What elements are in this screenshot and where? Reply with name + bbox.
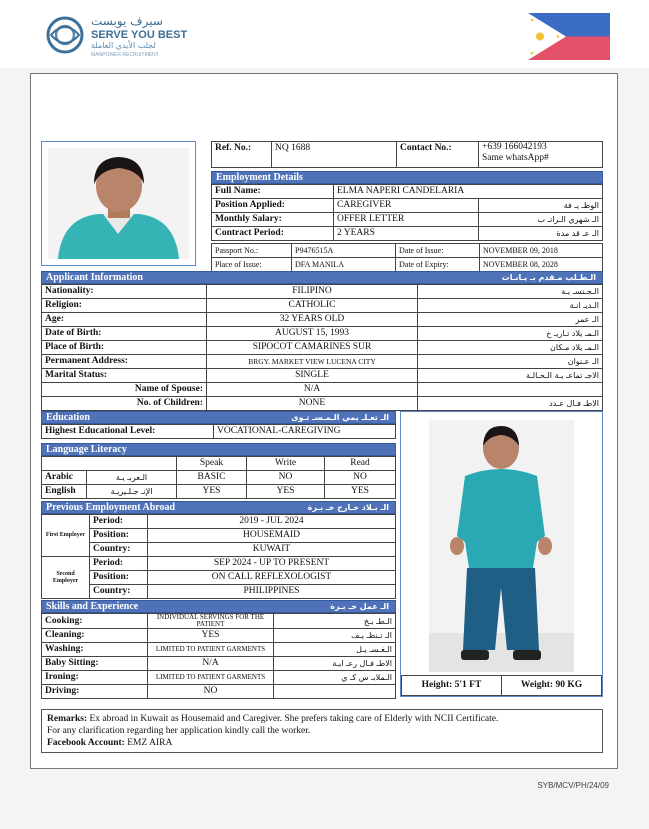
logo-tagline: MANPOWER RECRUITMENT bbox=[91, 52, 159, 58]
skill-label: Ironing: bbox=[42, 671, 148, 685]
facebook-value: EMZ AIRA bbox=[127, 738, 173, 748]
language-literacy-section bbox=[41, 443, 396, 499]
applicant-information-header: Applicant Information الـطـلب مـقدم بـ يـانـات bbox=[41, 271, 603, 284]
philippines-flag-icon bbox=[528, 13, 610, 60]
issue-date-label: Date of Issue: bbox=[396, 244, 480, 258]
page-header bbox=[0, 0, 649, 68]
applicant-information-table bbox=[41, 284, 603, 411]
remarks-label: Remarks: bbox=[47, 714, 88, 724]
applicant-arabic: الـديـ انـة bbox=[418, 299, 603, 313]
language-value: BASIC bbox=[177, 471, 247, 485]
write-header: Write bbox=[247, 457, 325, 471]
language-value: YES bbox=[177, 485, 247, 499]
portrait-image bbox=[48, 148, 189, 259]
skill-label: Cooking: bbox=[42, 614, 148, 629]
applicant-label: Religion: bbox=[42, 299, 207, 313]
applicant-value: NONE bbox=[207, 397, 418, 411]
skill-arabic: الـ تـنظـ يـف bbox=[274, 629, 396, 643]
employment-label: Monthly Salary: bbox=[212, 213, 334, 227]
previous-employment-section bbox=[41, 501, 396, 599]
applicant-label: Place of Birth: bbox=[42, 341, 207, 355]
applicant-arabic bbox=[418, 383, 603, 397]
contact-note: Same whatsApp# bbox=[482, 153, 549, 163]
previous-employment-header: Previous Employment Abroad الـ بـلاد خـارج خـ بـرة bbox=[41, 501, 396, 514]
skill-value: N/A bbox=[148, 657, 274, 671]
position-label: Position: bbox=[90, 529, 148, 543]
previous-employment-table bbox=[41, 514, 396, 599]
contact-cell bbox=[479, 142, 603, 168]
facebook-label: Facebook Account: bbox=[47, 738, 125, 748]
employment-value: OFFER LETTER bbox=[334, 213, 479, 227]
remarks-line-2: For any clarification regarding her application kindly call the worker. bbox=[47, 726, 311, 736]
education-value: VOCATIONAL-CAREGIVING bbox=[214, 425, 396, 439]
height-value: Height: 5'1 FT bbox=[402, 676, 502, 696]
passport-label: Passport No.: bbox=[212, 244, 292, 258]
expiry-value: NOVEMBER 08, 2028 bbox=[480, 258, 603, 272]
employment-value: ELMA NAPERI CANDELARIA bbox=[334, 185, 603, 199]
employment-label: Contract Period: bbox=[212, 227, 334, 241]
applicant-arabic: الـ عمر bbox=[418, 313, 603, 327]
applicant-value: AUGUST 15, 1993 bbox=[207, 327, 418, 341]
employer-name: Second Employer bbox=[42, 557, 90, 599]
applicant-value: CATHOLIC bbox=[207, 299, 418, 313]
education-label: Highest Educational Level: bbox=[42, 425, 214, 439]
remarks-line bbox=[47, 713, 597, 725]
applicant-value: FILIPINO bbox=[207, 285, 418, 299]
applicant-label: Permanent Address: bbox=[42, 355, 207, 369]
applicant-value: BRGY. MARKET VIEW LUCENA CITY bbox=[207, 355, 418, 369]
applicant-full-body-photo bbox=[400, 411, 603, 697]
employment-row bbox=[212, 185, 603, 199]
skill-label: Washing: bbox=[42, 643, 148, 657]
skill-value: INDIVIDUAL SERVINGS FOR THE PATIENT bbox=[148, 614, 274, 629]
period-value: 2019 - JUL 2024 bbox=[148, 515, 396, 529]
applicant-label: Date of Birth: bbox=[42, 327, 207, 341]
applicant-arabic: الـمـ يلاد تـاريـ خ bbox=[418, 327, 603, 341]
employment-arabic: الـ شهري الـراتـ ب bbox=[479, 213, 603, 227]
passport-table bbox=[211, 243, 603, 272]
contact-number: +639 166042193 bbox=[482, 142, 547, 152]
applicant-portrait-photo bbox=[41, 141, 196, 266]
country-label: Country: bbox=[90, 585, 148, 599]
applicant-value: SINGLE bbox=[207, 369, 418, 383]
skills-experience-table bbox=[41, 613, 396, 699]
position-label: Position: bbox=[90, 571, 148, 585]
skills-experience-header: Skills and Experience الـ عمل خـ بـرة bbox=[41, 600, 396, 613]
employment-arabic: الـ عـ قد مدة bbox=[479, 227, 603, 241]
period-label: Period: bbox=[90, 557, 148, 571]
country-value: KUWAIT bbox=[148, 543, 396, 557]
skills-experience-section bbox=[41, 600, 396, 699]
passport-value: P9476515A bbox=[292, 244, 396, 258]
applicant-label: Name of Spouse: bbox=[42, 383, 207, 397]
contact-label: Contact No.: bbox=[397, 142, 479, 168]
remarks-text: Ex abroad in Kuwait as Housemaid and Caregiver. She prefers taking care of Elderly with NCII Certificate. bbox=[89, 714, 499, 724]
language-name: English bbox=[42, 485, 87, 499]
applicant-label: Marital Status: bbox=[42, 369, 207, 383]
facebook-line bbox=[47, 737, 597, 749]
weight-value: Weight: 90 KG bbox=[502, 676, 602, 696]
education-table bbox=[41, 424, 396, 439]
period-value: SEP 2024 - UP TO PRESENT bbox=[148, 557, 396, 571]
full-body-image bbox=[401, 418, 602, 674]
skill-value: YES bbox=[148, 629, 274, 643]
skill-arabic: الـطـ بـخ bbox=[274, 614, 396, 629]
language-arabic: الـعربـ يـة bbox=[87, 471, 177, 485]
skill-arabic: الـملابـ س كـ ي bbox=[274, 671, 396, 685]
read-header: Read bbox=[325, 457, 396, 471]
employment-details-header: Employment Details bbox=[211, 171, 603, 184]
skill-value: LIMITED TO PATIENT GARMENTS bbox=[148, 643, 274, 657]
applicant-information-section bbox=[41, 271, 603, 411]
remarks-box bbox=[41, 709, 603, 753]
ref-label: Ref. No.: bbox=[212, 142, 272, 168]
language-value: YES bbox=[325, 485, 396, 499]
employment-label: Position Applied: bbox=[212, 199, 334, 213]
applicant-arabic: الـجـنسـ يـة bbox=[418, 285, 603, 299]
period-label: Period: bbox=[90, 515, 148, 529]
logo-english-name: SERVE YOU BEST bbox=[91, 29, 188, 41]
language-value: NO bbox=[325, 471, 396, 485]
employment-arabic: الوظـ يـ فة bbox=[479, 199, 603, 213]
skill-value: LIMITED TO PATIENT GARMENTS bbox=[148, 671, 274, 685]
issue-place-label: Place of Issue: bbox=[212, 258, 292, 272]
employment-row bbox=[212, 213, 603, 227]
education-header: Education الـ تعـلـ يمي الـمـسـ تـوى bbox=[41, 411, 396, 424]
company-logo bbox=[45, 14, 188, 60]
logo-arabic-sub: لجلب الأيدي العاملة bbox=[91, 41, 156, 50]
skill-arabic bbox=[274, 685, 396, 699]
ref-value: NQ 1688 bbox=[272, 142, 397, 168]
language-name: Arabic bbox=[42, 471, 87, 485]
logo-arabic-name: سيرف يوبست bbox=[91, 14, 163, 28]
employment-details-table bbox=[211, 184, 603, 241]
country-value: PHILIPPINES bbox=[148, 585, 396, 599]
applicant-arabic: الاجـ تماعـ يـة الـحـالـة bbox=[418, 369, 603, 383]
position-value: HOUSEMAID bbox=[148, 529, 396, 543]
applicant-arabic: الـمـ يلاد مـكان bbox=[418, 341, 603, 355]
applicant-label: No. of Children: bbox=[42, 397, 207, 411]
logo-emblem-icon bbox=[45, 14, 85, 56]
position-value: ON CALL REFLEXOLOGIST bbox=[148, 571, 396, 585]
applicant-label: Nationality: bbox=[42, 285, 207, 299]
skill-value: NO bbox=[148, 685, 274, 699]
language-arabic: الإنـ جـلـيزيـة bbox=[87, 485, 177, 499]
applicant-value: SIPOCOT CAMARINES SUR bbox=[207, 341, 418, 355]
issue-place-value: DFA MANILA bbox=[292, 258, 396, 272]
skill-arabic: الاطـ فـال رعـ ايـة bbox=[274, 657, 396, 671]
speak-header: Speak bbox=[177, 457, 247, 471]
employment-details-section bbox=[211, 171, 603, 272]
height-weight-table bbox=[401, 675, 602, 696]
skill-label: Driving: bbox=[42, 685, 148, 699]
reference-contact-table bbox=[211, 141, 603, 168]
skill-label: Baby Sitting: bbox=[42, 657, 148, 671]
language-literacy-header: Language Literacy bbox=[41, 443, 396, 456]
applicant-value: N/A bbox=[207, 383, 418, 397]
language-literacy-table bbox=[41, 456, 396, 499]
applicant-arabic: الـ عـنوان bbox=[418, 355, 603, 369]
application-form bbox=[30, 73, 618, 769]
employment-label: Full Name: bbox=[212, 185, 334, 199]
employment-value: CAREGIVER bbox=[334, 199, 479, 213]
employment-row bbox=[212, 227, 603, 241]
skill-arabic: الـغـسـ يـل bbox=[274, 643, 396, 657]
issue-date-value: NOVEMBER 09, 2018 bbox=[480, 244, 603, 258]
education-section bbox=[41, 411, 396, 439]
country-label: Country: bbox=[90, 543, 148, 557]
employer-name: First Employer bbox=[42, 515, 90, 557]
employment-value: 2 YEARS bbox=[334, 227, 479, 241]
employment-row bbox=[212, 199, 603, 213]
applicant-value: 32 YEARS OLD bbox=[207, 313, 418, 327]
skill-label: Cleaning: bbox=[42, 629, 148, 643]
language-value: YES bbox=[247, 485, 325, 499]
applicant-arabic: الاطـ فـال عـدد bbox=[418, 397, 603, 411]
document-code: SYB/MCV/PH/24/09 bbox=[537, 781, 609, 790]
language-value: NO bbox=[247, 471, 325, 485]
expiry-label: Date of Expiry: bbox=[396, 258, 480, 272]
applicant-label: Age: bbox=[42, 313, 207, 327]
